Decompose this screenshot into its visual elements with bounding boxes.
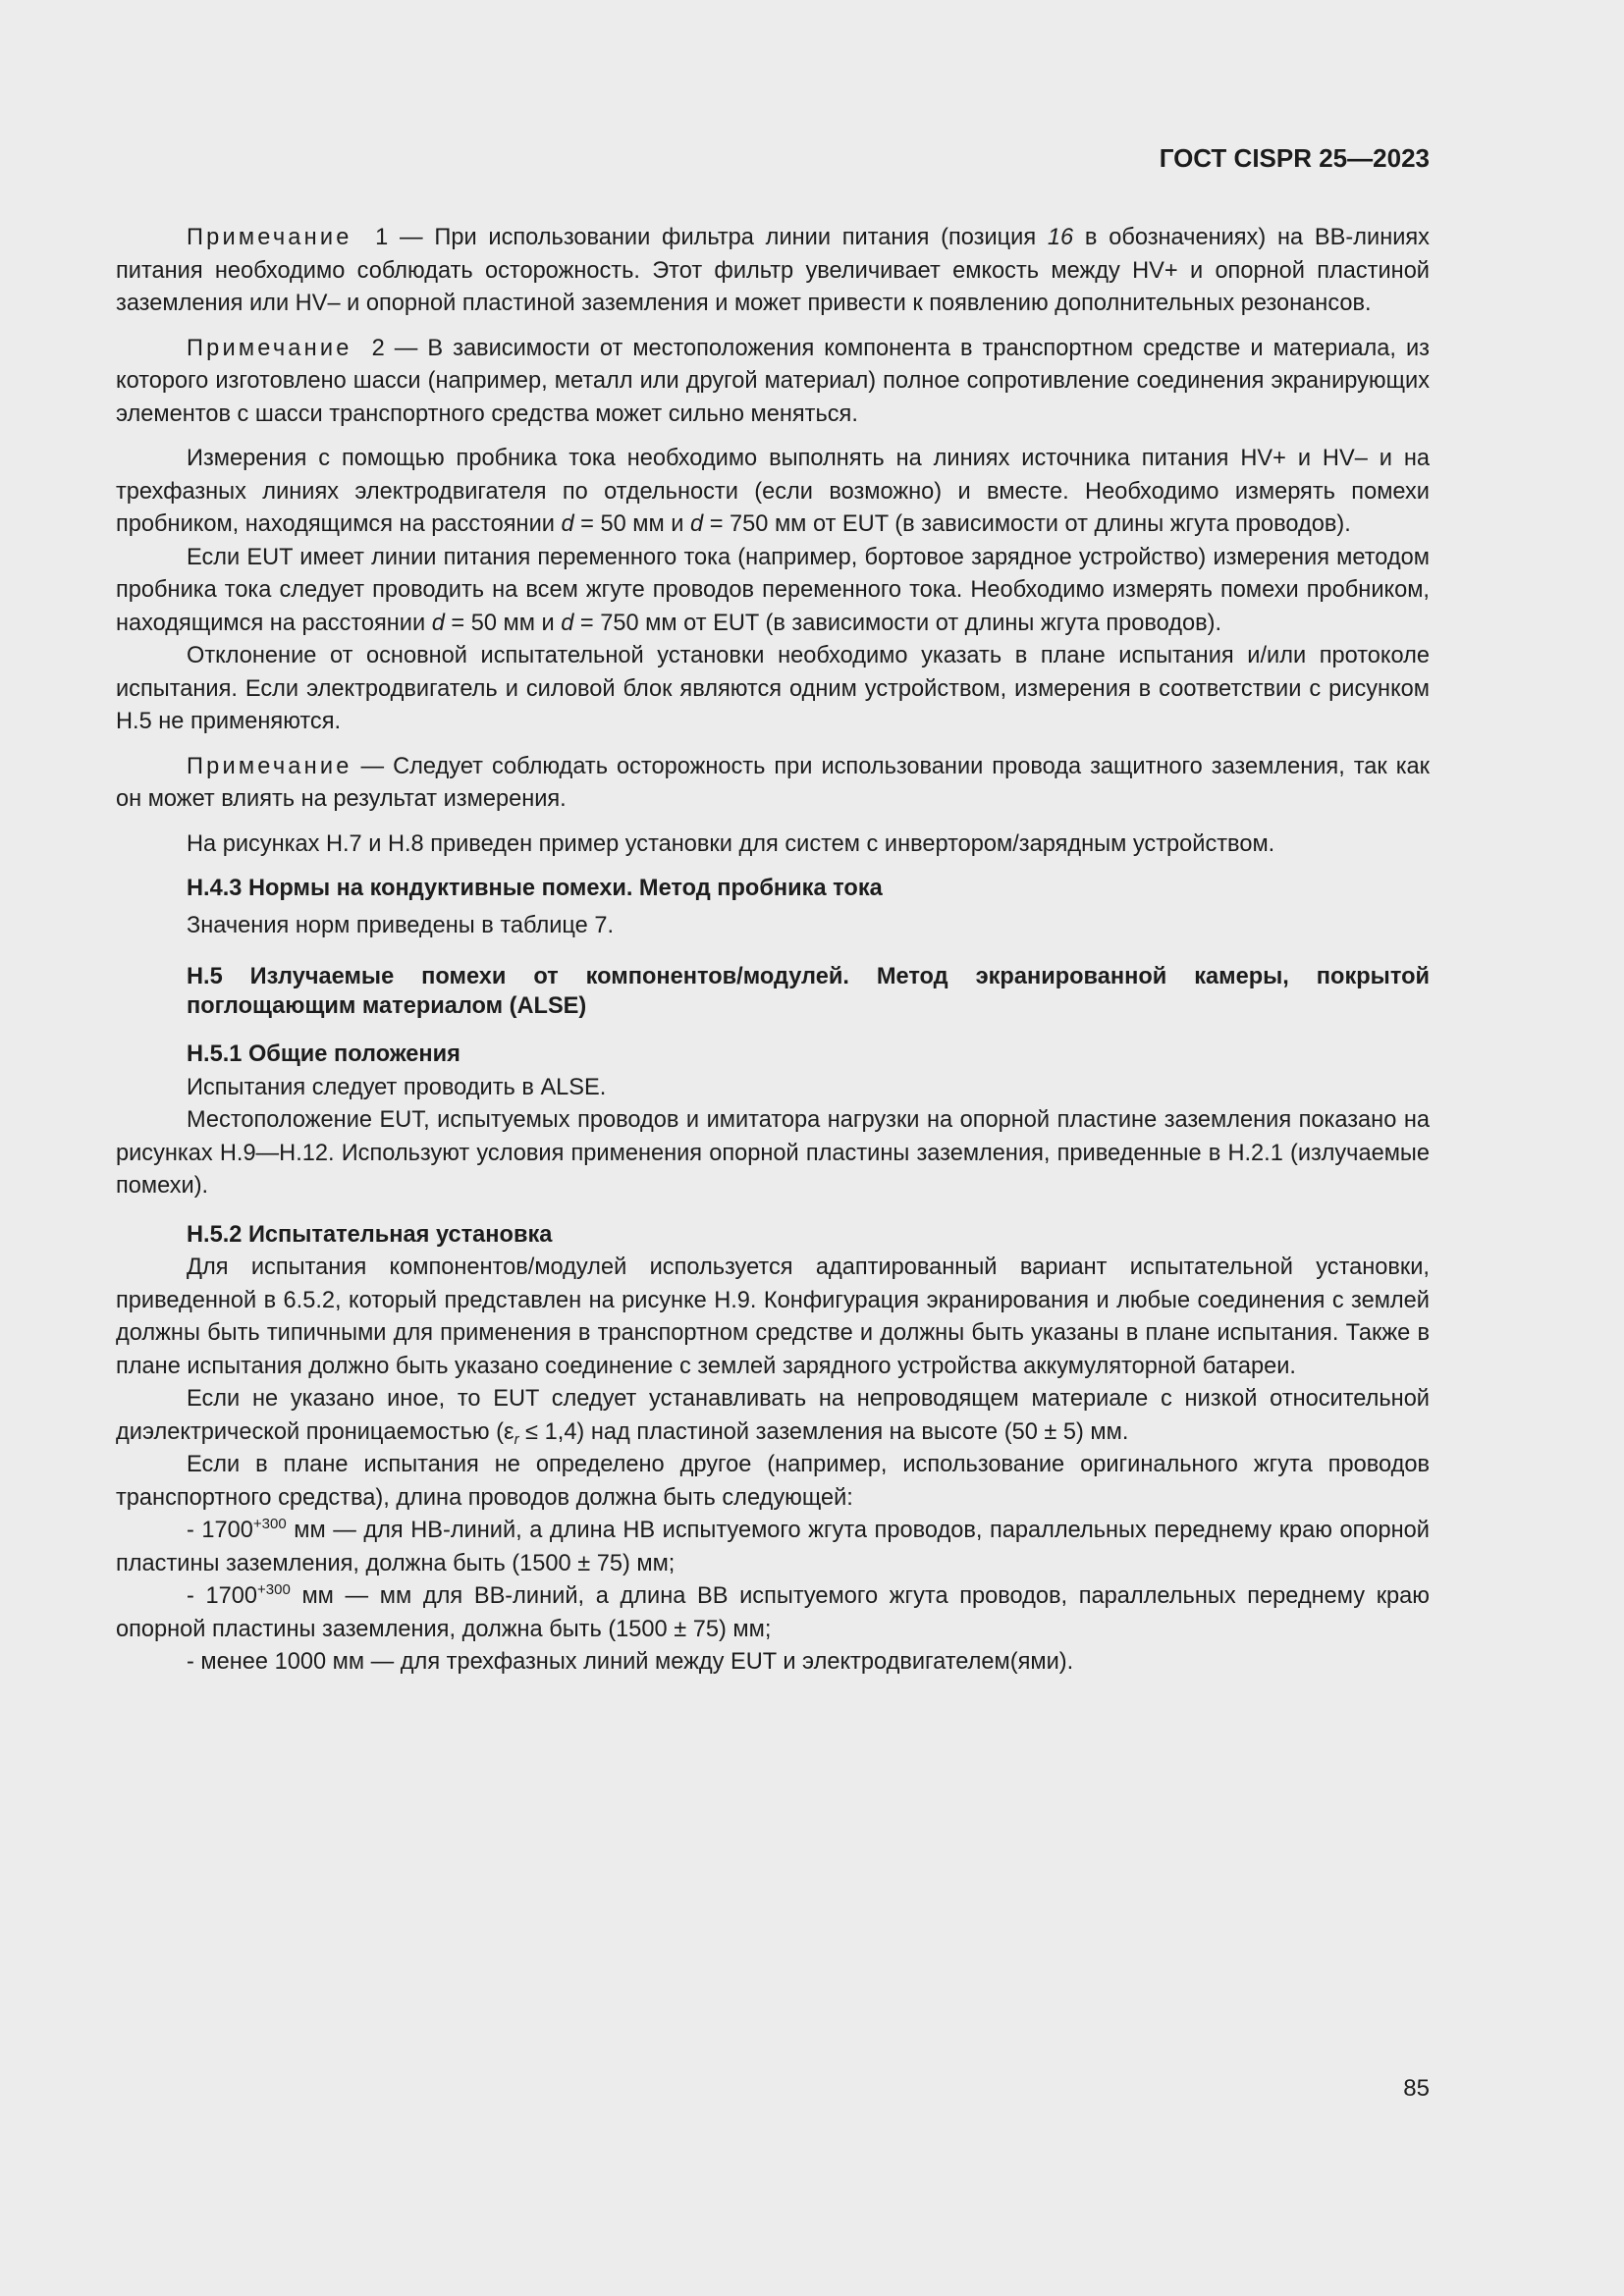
list-dash: - bbox=[187, 1649, 201, 1675]
epsilon-letter: ε bbox=[504, 1418, 514, 1445]
document-page bbox=[116, 143, 1430, 1680]
paragraph-text: Если EUT имеет линии питания переменного тока (например, бортовое зарядное устройство) измерения методом пробника тока следует проводить на всем жгуте проводов переменного тока. Необходимо измерять помехи пробником, находящимся на расстоянии bbox=[116, 544, 1430, 636]
variable-d: d bbox=[561, 511, 574, 537]
note-text: — В зависимости от местоположения компонента в транспортном средстве и материала, из которого изготовлено шасси (например, металл или другой материал) полное сопротивление соединения экранирующих элементов с шасси транспортного средства может сильно меняться. bbox=[116, 335, 1430, 427]
paragraph bbox=[116, 443, 1430, 542]
list-item-text: менее 1000 мм — для трехфазных линий между EUT и электродвигателем(ями). bbox=[200, 1649, 1074, 1675]
document-header: ГОСТ CISPR 25—2023 bbox=[1159, 143, 1430, 173]
paragraph-text: Измерения с помощью пробника тока необходимо выполнять на линиях источника питания HV+ и HV– и на трехфазных линиях электродвигателя по отдельности (если возможно) и вместе. Необходимо измерять помехи пробником, находящимся на расстоянии bbox=[116, 446, 1430, 537]
paragraph-text: = 750 мм от EUT (в зависимости от длины жгута проводов). bbox=[573, 610, 1222, 636]
paragraph: Значения норм приведены в таблице 7. bbox=[187, 912, 615, 938]
variable-d: d bbox=[690, 511, 704, 537]
note-number: 1 bbox=[375, 225, 389, 250]
section-heading-h-5-1: Н.5.1 Общие положения bbox=[187, 1041, 460, 1067]
list-item-text: мм — для НВ-линий, а длина НВ испытуемого жгута проводов, параллельных переднему краю опорной пластины заземления, должна быть (1500 ± 75) мм; bbox=[116, 1518, 1430, 1576]
paragraph: Испытания следует проводить в ALSE. bbox=[187, 1074, 607, 1100]
paragraph-text: ≤ 1,4) над пластиной заземления на высоте (50 ± 5) мм. bbox=[518, 1418, 1129, 1445]
paragraph-text: = 50 мм и bbox=[573, 511, 691, 537]
paragraph: На рисунках Н.7 и Н.8 приведен пример установки для систем с инвертором/зарядным устройством. bbox=[187, 830, 1275, 857]
paragraph: Отклонение от основной испытательной установки необходимо указать в плане испытания и/или протоколе испытания. Если электродвигатель и силовой блок являются одним устройством, измерения в соответствии с рисунком Н.5 не применяются. bbox=[116, 643, 1430, 734]
note-label: Примечание bbox=[187, 753, 352, 779]
list-item bbox=[116, 1646, 1430, 1680]
page-number: 85 bbox=[1403, 2075, 1430, 2102]
epsilon-subscript: r bbox=[514, 1430, 519, 1448]
note-text: — Следует соблюдать осторожность при использовании провода защитного заземления, так как он может влиять на результат измерения. bbox=[116, 753, 1430, 812]
note-text: в обозначениях) на ВВ-линиях питания необходимо соблюдать осторожность. Этот фильтр увеличивает емкость между HV+ и опорной пластиной заземления или HV– и опорной пластиной заземления и может привести к появлению дополнительных резонансов. bbox=[116, 225, 1430, 316]
note-number: 2 bbox=[371, 335, 385, 361]
length-tolerance: +300 bbox=[257, 1581, 291, 1598]
list-item bbox=[116, 1515, 1430, 1580]
note-2 bbox=[116, 333, 1430, 432]
length-value: 1700 bbox=[205, 1583, 258, 1609]
list-item-text: мм — мм для ВВ-линий, а длина ВВ испытуемого жгута проводов, параллельных переднему краю опорной пластины заземления, должна быть (1500 ± 75) мм; bbox=[116, 1583, 1430, 1642]
section-heading-h-5-2: Н.5.2 Испытательная установка bbox=[187, 1221, 553, 1248]
epsilon-symbol bbox=[504, 1418, 519, 1448]
paragraph bbox=[116, 1383, 1430, 1449]
section-heading-h-4-3: Н.4.3 Нормы на кондуктивные помехи. Метод пробника тока bbox=[187, 876, 883, 901]
note-label: Примечание bbox=[187, 335, 352, 361]
list-dash: - bbox=[187, 1583, 206, 1609]
paragraph bbox=[116, 542, 1430, 641]
length-value: 1700 bbox=[201, 1518, 253, 1543]
list-dash: - bbox=[187, 1518, 202, 1543]
note-1 bbox=[116, 222, 1430, 321]
paragraph-text: = 50 мм и bbox=[444, 610, 562, 636]
length-tolerance: +300 bbox=[252, 1516, 287, 1532]
paragraph: Если в плане испытания не определено другое (например, использование оригинального жгута проводов транспортного средства), длина проводов должна быть следующей: bbox=[116, 1452, 1430, 1511]
list-item bbox=[116, 1580, 1430, 1646]
note-label: Примечание bbox=[187, 225, 352, 250]
paragraph-text: Если не указано иное, то EUT следует устанавливать на непроводящем материале с низкой относительной диэлектрической проницаемостью ( bbox=[116, 1386, 1430, 1445]
note-text: — При использовании фильтра линии питания (позиция bbox=[388, 225, 1048, 250]
note-3 bbox=[116, 751, 1430, 817]
paragraph: Для испытания компонентов/модулей используется адаптированный вариант испытательной установки, приведенной в 6.5.2, который представлен на рисунке Н.9. Конфигурация экранирования и любые соединения с землей должны быть типичными для применения в транспортном средстве и должны быть указаны в плане испытания. Также в плане испытания должно быть указано соединение с землей зарядного устройства аккумуляторной батареи. bbox=[116, 1255, 1430, 1379]
variable-d: d bbox=[561, 610, 574, 636]
position-number: 16 bbox=[1047, 225, 1074, 250]
paragraph-text: = 750 мм от EUT (в зависимости от длины жгута проводов). bbox=[703, 511, 1351, 537]
paragraph: Местоположение EUT, испытуемых проводов и имитатора нагрузки на опорной пластине заземления показано на рисунках Н.9—Н.12. Используют условия применения опорной пластины заземления, приведенные в Н.2.1 (излучаемые помехи). bbox=[116, 1107, 1430, 1199]
section-heading-h-5: Н.5 Излучаемые помехи от компонентов/модулей. Метод экранированной камеры, покрытой поглощающим материалом (ALSE) bbox=[187, 964, 1430, 1019]
variable-d: d bbox=[431, 610, 445, 636]
